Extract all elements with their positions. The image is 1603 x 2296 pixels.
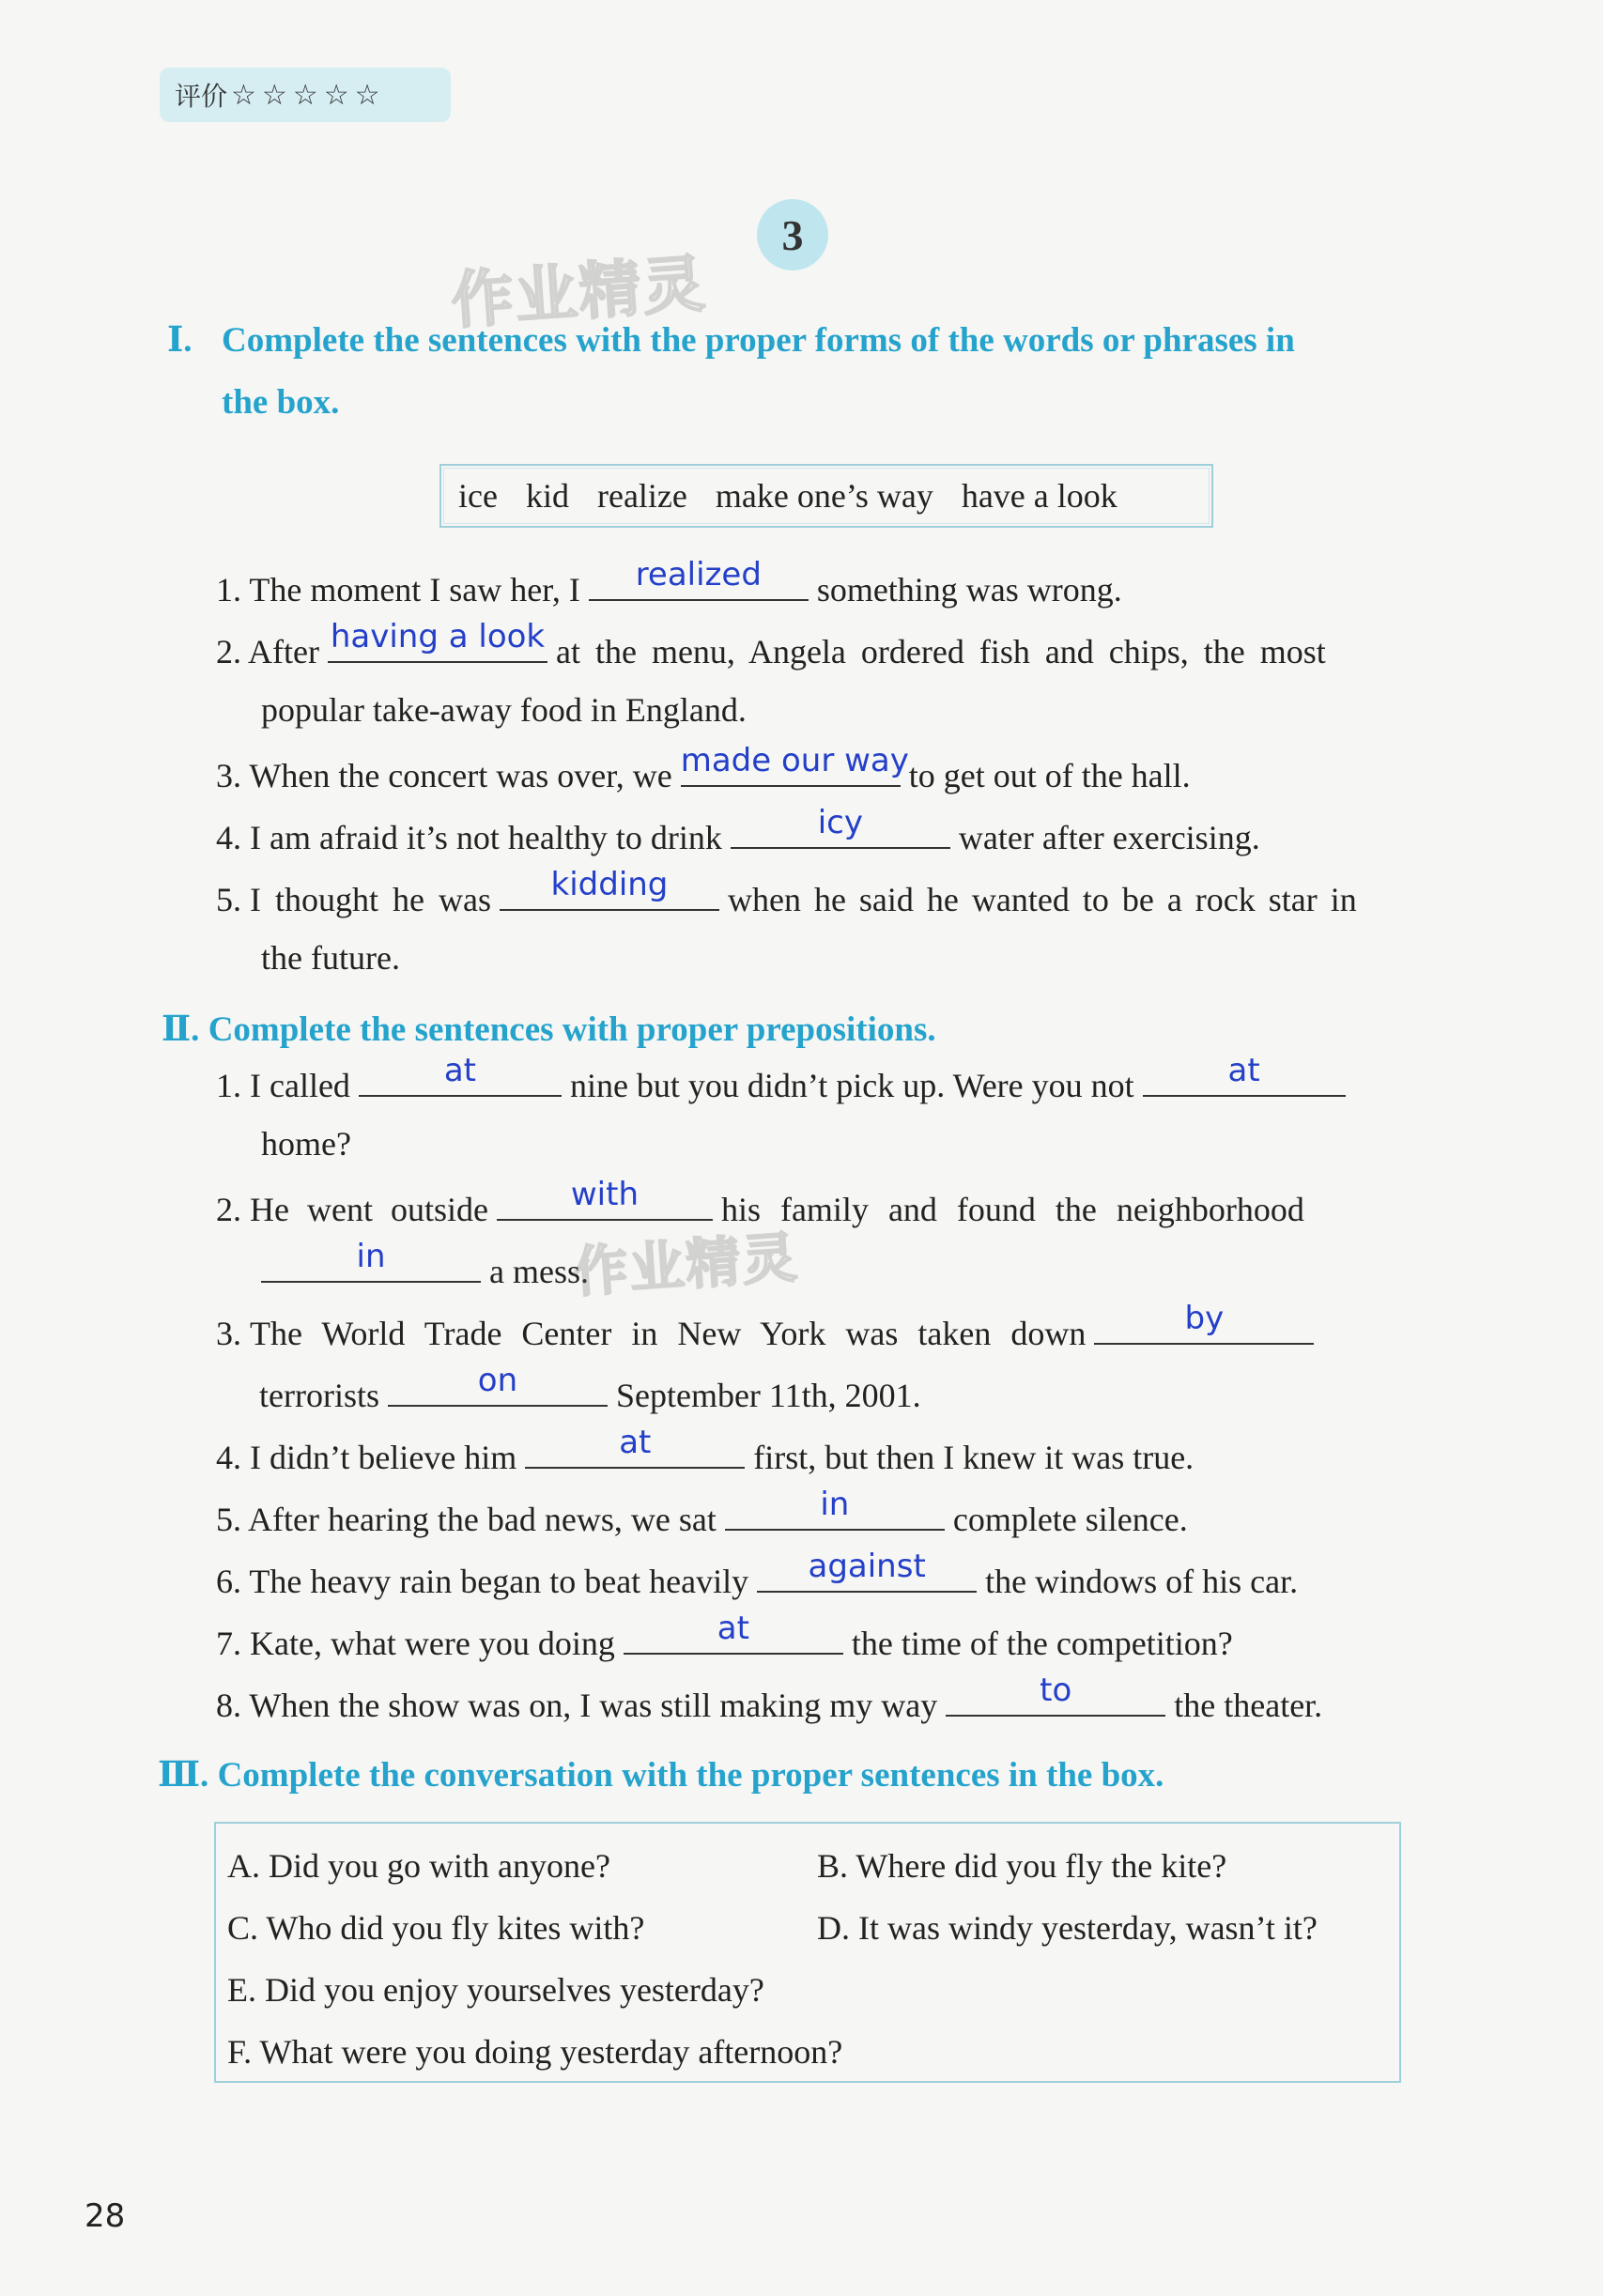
answer-blank[interactable] <box>359 1052 562 1097</box>
sentence-text: I am afraid it’s not healthy to drink <box>250 819 722 856</box>
option-e: E. Did you enjoy yourselves yesterday? <box>227 1971 764 2009</box>
answer-blank[interactable] <box>261 1238 481 1283</box>
s2-item-2-cont <box>261 1238 589 1292</box>
answer-blank[interactable] <box>680 742 909 787</box>
item-number: 7. <box>216 1625 241 1662</box>
word-box <box>439 464 1213 528</box>
s2-item-3 <box>216 1300 1314 1354</box>
handwritten-answer: on <box>477 1362 518 1399</box>
section-3-number: Ⅲ. <box>158 1756 209 1795</box>
word-box-item: make one’s way <box>715 477 933 515</box>
sentence-text: The heavy rain began to beat heavily <box>249 1563 749 1600</box>
star-icons: ☆☆☆☆☆ <box>231 78 386 112</box>
rating-label: 评价 <box>175 81 228 112</box>
sentence-text: I called <box>250 1067 350 1104</box>
answer-blank[interactable] <box>589 556 809 601</box>
sentence-text: I didn’t believe him <box>250 1439 517 1476</box>
handwritten-answer: icy <box>817 804 863 841</box>
answer-blank[interactable] <box>388 1362 608 1407</box>
sentence-text: When the show was on, I was still making my way <box>249 1687 938 1724</box>
handwritten-answer: to <box>1040 1672 1072 1709</box>
item-number: 5. <box>216 1501 241 1538</box>
handwritten-answer: in <box>820 1486 850 1523</box>
s2-item-3-cont <box>259 1362 921 1416</box>
word-box-item: kid <box>525 477 569 515</box>
answer-blank[interactable] <box>624 1610 843 1655</box>
section-3-title: Complete the conversation with the proper sentences in the box. <box>217 1756 1164 1795</box>
sentence-text: a mess. <box>489 1253 589 1290</box>
s2-item-6 <box>216 1548 1299 1602</box>
answer-blank[interactable] <box>731 804 950 849</box>
s1-item-1 <box>216 556 1122 610</box>
s1-item-4 <box>216 804 1260 858</box>
s1-item-2-cont: popular take-away food in England. <box>261 691 747 729</box>
item-number: 3. <box>216 1315 241 1352</box>
option-d: D. It was windy yesterday, wasn’t it? <box>817 1909 1318 1947</box>
answer-blank[interactable] <box>1143 1052 1346 1097</box>
option-c: C. Who did you fly kites with? <box>227 1909 645 1947</box>
s2-item-1-cont: home? <box>261 1125 351 1163</box>
sentence-text: when he said he wanted to be a rock star in <box>727 881 1357 918</box>
answer-blank[interactable] <box>497 1176 713 1221</box>
item-number: 1. <box>216 571 241 609</box>
answer-blank[interactable] <box>500 866 719 911</box>
handwritten-answer: at <box>619 1424 652 1461</box>
word-box-item: have a look <box>961 477 1117 515</box>
option-f: F. What were you doing yesterday afternoon? <box>227 2033 843 2071</box>
answer-blank[interactable] <box>1094 1300 1314 1345</box>
sentence-text: the windows of his car. <box>985 1563 1299 1600</box>
handwritten-answer: against <box>808 1548 926 1585</box>
handwritten-answer: at <box>717 1610 749 1647</box>
rating-badge <box>160 68 451 122</box>
s1-item-5 <box>216 866 1357 920</box>
sentence-text: He went outside <box>250 1191 488 1228</box>
s2-item-1 <box>216 1052 1346 1106</box>
option-b: B. Where did you fly the kite? <box>817 1847 1227 1885</box>
handwritten-answer: realized <box>635 556 762 593</box>
section-1-heading <box>167 310 1426 434</box>
s2-item-5 <box>216 1486 1188 1540</box>
watermark: 作业精灵 <box>449 247 709 338</box>
section-1-title-line1: Complete the sentences with the proper forms of the words or phrases in <box>222 321 1295 360</box>
section-3-heading <box>158 1745 1164 1807</box>
sentence-text: something was wrong. <box>816 571 1122 609</box>
handwritten-answer: at <box>443 1052 477 1089</box>
s1-item-3 <box>216 742 1191 796</box>
item-number: 4. <box>216 819 241 856</box>
item-number: 6. <box>216 1563 241 1600</box>
sentence-text: When the concert was over, we <box>249 757 672 794</box>
unit-number-badge: 3 <box>757 199 828 270</box>
answer-blank[interactable] <box>725 1486 945 1531</box>
handwritten-answer: having a look <box>330 618 546 655</box>
sentence-text: I thought he was <box>250 881 491 918</box>
section-1-title-line2: the box. <box>222 383 340 422</box>
s1-item-5-cont: the future. <box>261 939 400 977</box>
item-number: 5. <box>216 881 241 918</box>
section-2-number: Ⅱ. <box>162 1010 200 1049</box>
item-number: 2. <box>216 633 241 670</box>
answer-blank[interactable] <box>525 1424 745 1469</box>
sentence-text: terrorists <box>259 1377 379 1414</box>
handwritten-answer: kidding <box>550 866 669 903</box>
sentence-text: After <box>248 633 319 670</box>
item-number: 2. <box>216 1191 241 1228</box>
item-number: 8. <box>216 1687 241 1724</box>
handwritten-answer: at <box>1227 1052 1260 1089</box>
sentence-text: nine but you didn’t pick up. Were you not <box>569 1067 1134 1104</box>
word-box-item: realize <box>596 477 687 515</box>
page-number: 28 <box>85 2197 126 2235</box>
sentence-text: The moment I saw her, I <box>249 571 580 609</box>
s2-item-8 <box>216 1672 1323 1726</box>
s2-item-4 <box>216 1424 1195 1478</box>
section-2-title: Complete the sentences with proper prepositions. <box>208 1010 936 1049</box>
sentence-text: first, but then I knew it was true. <box>753 1439 1195 1476</box>
s2-item-7 <box>216 1610 1233 1664</box>
item-number: 1. <box>216 1067 241 1104</box>
answer-blank[interactable] <box>328 618 547 663</box>
handwritten-answer: in <box>356 1238 386 1275</box>
sentence-text: The World Trade Center in New York was taken down <box>250 1315 1087 1352</box>
sentence-text: complete silence. <box>952 1501 1188 1538</box>
sentence-text: September 11th, 2001. <box>615 1377 921 1414</box>
handwritten-answer: by <box>1184 1300 1225 1337</box>
sentence-text: Kate, what were you doing <box>250 1625 615 1662</box>
sentence-text: at the menu, Angela ordered fish and chips, the most <box>555 633 1326 670</box>
answer-blank[interactable] <box>946 1672 1165 1717</box>
section-1-number: Ⅰ. <box>167 321 193 360</box>
sentence-text: the theater. <box>1174 1687 1323 1724</box>
option-a: A. Did you go with anyone? <box>227 1847 610 1885</box>
sentence-text: to get out of the hall. <box>908 757 1191 794</box>
item-number: 4. <box>216 1439 241 1476</box>
sentence-text: After hearing the bad news, we sat <box>248 1501 717 1538</box>
s1-item-2 <box>216 618 1326 672</box>
handwritten-answer: made our way <box>680 742 909 779</box>
word-box-item: ice <box>458 477 498 515</box>
handwritten-answer: with <box>570 1176 640 1213</box>
sentence-text: his family and found the neighborhood <box>720 1191 1304 1228</box>
item-number: 3. <box>216 757 241 794</box>
sentence-text: the time of the competition? <box>851 1625 1233 1662</box>
sentence-text: water after exercising. <box>958 819 1260 856</box>
options-box <box>214 1822 1401 2083</box>
watermark: 作业精灵 <box>571 1225 801 1305</box>
answer-blank[interactable] <box>757 1548 977 1593</box>
